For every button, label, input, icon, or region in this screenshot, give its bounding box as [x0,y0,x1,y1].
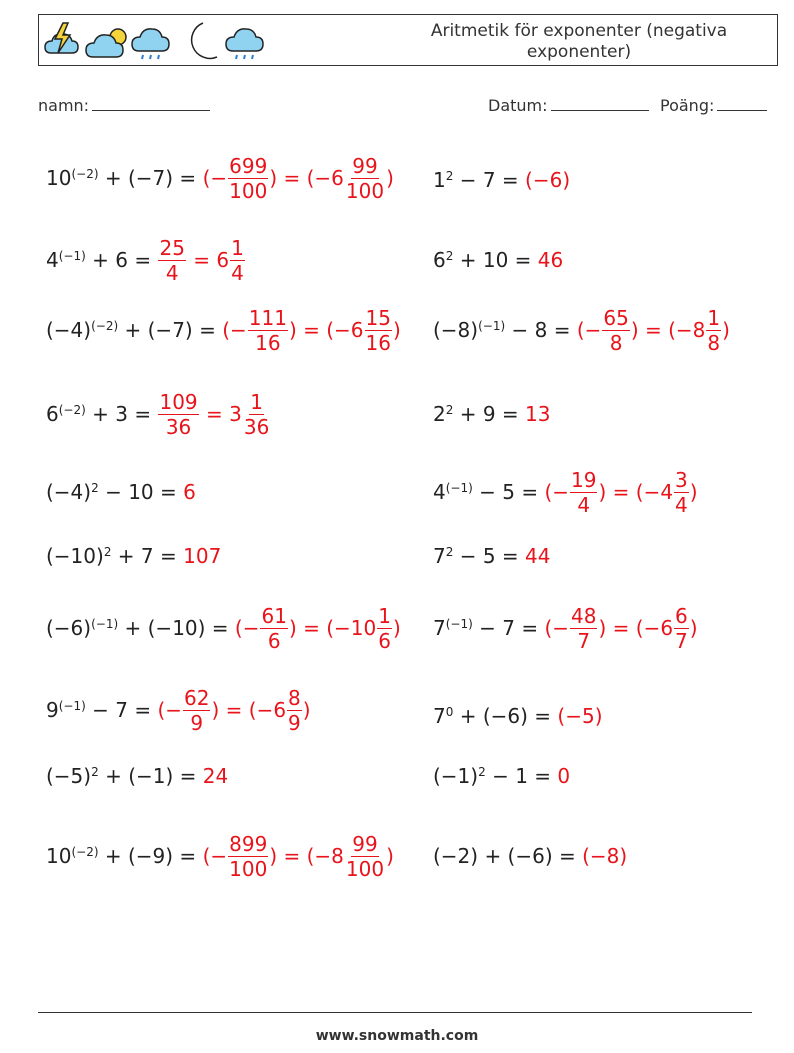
answer-text: 6 [183,480,196,504]
fraction-numerator: 1 [378,603,391,628]
problem-exponent: (−1) [478,319,506,333]
problem-item [433,598,698,658]
problem-question [46,402,157,426]
answer-text: ) [386,844,394,868]
fraction-numerator: 48 [571,603,597,628]
problem-answer [222,306,401,355]
fraction-numerator: 899 [229,831,268,856]
fraction-numerator: 99 [352,831,378,856]
answer-text: (− [157,698,183,722]
fraction-denominator: 6 [378,628,391,653]
answer-fraction [602,306,629,355]
answer-text: ) = (−6 [598,616,674,640]
problem-question [433,616,544,640]
answer-text: (− [234,616,260,640]
answer-text: ) [386,166,394,190]
problem-rest: − 5 = [472,480,545,504]
answer-text: (− [576,318,602,342]
fraction-numerator: 111 [248,305,287,330]
problem-item [46,462,196,522]
problem-rest: − 5 = [453,544,526,568]
fraction-denominator: 9 [288,710,301,735]
problem-answer [525,402,550,426]
worksheet-title: Aritmetik för exponenter (negativa exponenter) [430,21,728,62]
fraction-numerator: 25 [159,235,185,260]
problem-base: (−4) [46,480,92,504]
answer-text: ) = (−6 [211,698,287,722]
problem-exponent: (−2) [58,403,86,417]
problem-exponent: 2 [445,169,454,183]
problem-base: 9 [46,698,59,722]
problem-question [433,764,557,788]
problem-exponent: (−1) [91,617,119,631]
answer-text: (− [222,318,247,342]
fraction-numerator: 699 [229,153,268,178]
answer-fraction [706,306,721,355]
fraction-numerator: 62 [184,685,210,710]
fraction-denominator: 100 [345,856,385,881]
footer-divider [38,1012,752,1013]
problem-exponent: (−2) [71,845,99,859]
answer-text: (− [544,480,570,504]
fraction-denominator: 100 [229,178,268,203]
problem-question [433,844,582,868]
answer-text: = 3 [199,402,242,426]
problem-item [433,150,570,210]
answer-text: 46 [537,248,564,272]
problem-exponent: (−1) [445,617,473,631]
name-label: namn: [38,96,90,115]
fraction-numerator: 99 [352,153,378,178]
answer-text: ) [302,698,311,722]
answer-text: ) = (−6 [269,166,344,190]
answer-text: ) = (−8 [630,318,706,342]
fraction-numerator: 109 [159,389,198,414]
problem-base: (−4) [46,318,92,342]
problem-item [46,384,271,444]
problem-item [46,598,401,658]
answer-fraction [345,832,385,881]
problem-rest: + (−1) = [98,764,203,788]
problem-rest: − 1 = [485,764,558,788]
problem-answer [157,686,310,735]
problem-question [46,544,183,568]
problem-base: (−8) [433,318,479,342]
problem-base: (−10) [46,544,104,568]
problem-exponent: (−2) [71,167,99,181]
problem-answer [157,390,271,439]
answer-text: ) [689,480,698,504]
problem-base: (−1) [433,764,479,788]
name-line [92,94,210,111]
fraction-numerator: 1 [707,305,721,330]
fraction-denominator: 16 [255,330,281,355]
answer-text: 24 [202,764,229,788]
problem-item [46,746,228,806]
problem-question [46,764,203,788]
date-line [551,94,649,111]
problem-base: 2 [433,402,446,426]
fraction-denominator: 100 [229,856,268,881]
problem-base: (−6) [46,616,92,640]
problem-item [46,526,221,586]
problem-question [46,698,157,722]
problem-rest: + 10 = [453,248,538,272]
problem-base: 7 [433,704,446,728]
problem-base: 6 [433,248,446,272]
fraction-numerator: 65 [603,305,629,330]
answer-text: ) = (−10 [288,616,377,640]
answer-fraction [228,154,268,203]
fraction-denominator: 6 [267,628,281,653]
problem-rest: + 6 = [85,248,158,272]
problem-rest: (−2) + (−6) = [433,844,583,868]
answer-text: ) = (−8 [269,844,344,868]
problem-exponent: 2 [445,249,454,263]
answer-text: (− [202,166,228,190]
problem-base: 4 [433,480,446,504]
answer-text: (−5) [557,704,603,728]
answer-fraction [345,154,385,203]
answer-text: (−6) [525,168,571,192]
problem-item [46,826,394,886]
problem-base: 6 [46,402,59,426]
problem-answer [183,480,196,504]
score-label: Poäng: [660,96,715,115]
problem-answer [538,248,563,272]
problem-exponent: (−1) [58,699,86,713]
fraction-numerator: 15 [365,305,391,330]
answer-fraction [365,306,392,355]
problem-rest: − 8 = [505,318,577,342]
problem-rest: + 9 = [453,402,526,426]
fraction-denominator: 8 [707,330,721,355]
problem-question [433,704,557,728]
problem-item [433,526,551,586]
problem-exponent: (−1) [445,481,473,495]
answer-fraction [248,306,288,355]
problem-base: 4 [46,248,59,272]
partly-cloudy-icon [86,29,126,57]
header-box [38,14,778,66]
problem-exponent: 2 [91,481,99,495]
fraction-denominator: 4 [165,260,179,285]
answer-fraction [287,686,302,735]
answer-text: ) [689,616,698,640]
problem-exponent: 2 [91,765,99,779]
problem-rest: + (−9) = [98,844,203,868]
problem-rest: − 7 = [85,698,158,722]
problem-item [46,680,311,740]
answer-text: 0 [557,764,571,788]
problem-item [433,230,563,290]
fraction-denominator: 4 [675,492,688,517]
problem-base: (−5) [46,764,92,788]
answer-fraction [230,236,245,285]
fraction-denominator: 7 [577,628,591,653]
answer-text: (− [544,616,570,640]
problem-answer [235,604,401,653]
fraction-numerator: 61 [261,603,287,628]
problem-rest: + (−6) = [453,704,558,728]
problem-base: 7 [433,544,446,568]
problem-rest: + (−7) = [118,318,223,342]
fraction-numerator: 8 [288,685,301,710]
problem-rest: + (−7) = [98,166,203,190]
fraction-denominator: 36 [243,414,270,439]
problem-answer [183,544,221,568]
score-line [717,94,767,111]
fraction-denominator: 4 [231,260,244,285]
problem-rest: − 7 = [453,168,526,192]
fraction-denominator: 36 [165,414,192,439]
fraction-numerator: 3 [675,467,688,492]
answer-text: = 6 [186,248,230,272]
problem-rest: − 7 = [472,616,545,640]
problem-base: 7 [433,616,446,640]
fraction-denominator: 4 [577,492,591,517]
problem-answer [544,604,697,653]
problem-answer [203,832,394,881]
problem-question [433,318,577,342]
problem-answer [557,704,602,728]
name-field [38,94,210,115]
answer-fraction [377,604,392,653]
answer-fraction [570,468,597,517]
rain-cloud-icon [226,29,263,59]
fraction-numerator: 1 [250,389,263,414]
problem-answer [203,154,394,203]
problem-question [46,166,203,190]
fraction-numerator: 1 [231,235,244,260]
problem-item [433,300,730,360]
problem-answer [525,544,550,568]
answer-text: 107 [183,544,222,568]
problem-answer [557,764,570,788]
problem-question [46,248,157,272]
problem-item [46,300,401,360]
footer-url: www.snowmath.com [315,1028,479,1044]
problem-exponent: 2 [445,403,454,417]
fraction-denominator: 7 [675,628,688,653]
answer-fraction [158,390,198,439]
problem-answer [544,468,697,517]
rain-cloud-icon [132,29,169,59]
problem-question [46,318,222,342]
problem-answer [203,764,228,788]
weather-icons [43,19,283,63]
problem-question [433,168,525,192]
problem-answer [525,168,570,192]
answer-fraction [674,468,689,517]
answer-text: ) [392,318,401,342]
problem-exponent: 2 [445,545,454,559]
fraction-numerator: 6 [675,603,688,628]
problem-item [433,746,570,806]
fraction-denominator: 16 [365,330,391,355]
score-field [660,94,767,115]
answer-fraction [570,604,597,653]
problem-exponent: 2 [478,765,486,779]
problem-item [46,148,394,208]
answer-fraction [158,236,185,285]
problem-exponent: 2 [103,545,112,559]
date-field [488,94,649,115]
thunderstorm-icon [45,23,78,53]
problem-question [433,248,538,272]
problem-base: 1 [433,168,446,192]
problem-rest: + (−10) = [118,616,235,640]
fraction-denominator: 9 [190,710,204,735]
problem-base: 10 [46,166,72,190]
problem-item [433,686,603,746]
answer-text: (− [202,844,228,868]
answer-fraction [183,686,210,735]
problem-item [433,384,551,444]
problem-question [433,480,544,504]
fraction-denominator: 8 [609,330,623,355]
answer-fraction [260,604,287,653]
problem-rest: + 3 = [85,402,158,426]
answer-text: ) [722,318,730,342]
answer-text: 44 [525,544,551,568]
answer-text: (−8) [582,844,628,868]
problem-exponent: 0 [445,705,454,719]
problem-exponent: (−2) [91,319,119,333]
answer-text: ) [392,616,401,640]
problem-rest: + 7 = [111,544,184,568]
problem-exponent: (−1) [58,249,86,263]
problem-answer [582,844,627,868]
problem-question [433,402,525,426]
problem-question [46,616,235,640]
date-label: Datum: [488,96,548,115]
answer-text: ) = (−4 [598,480,674,504]
problem-item [433,826,627,886]
fraction-numerator: 19 [571,467,597,492]
problem-answer [577,306,730,355]
problem-answer [157,236,245,285]
answer-fraction [228,832,268,881]
answer-fraction [243,390,270,439]
answer-fraction [674,604,689,653]
problem-base: 10 [46,844,72,868]
problem-question [46,480,183,504]
fraction-denominator: 100 [345,178,385,203]
problem-item [46,230,246,290]
problem-question [46,844,203,868]
answer-text: 13 [525,402,551,426]
problem-question [433,544,525,568]
problem-rest: − 10 = [98,480,184,504]
answer-text: ) = (−6 [288,318,364,342]
moon-icon [192,23,217,58]
problem-item [433,462,698,522]
